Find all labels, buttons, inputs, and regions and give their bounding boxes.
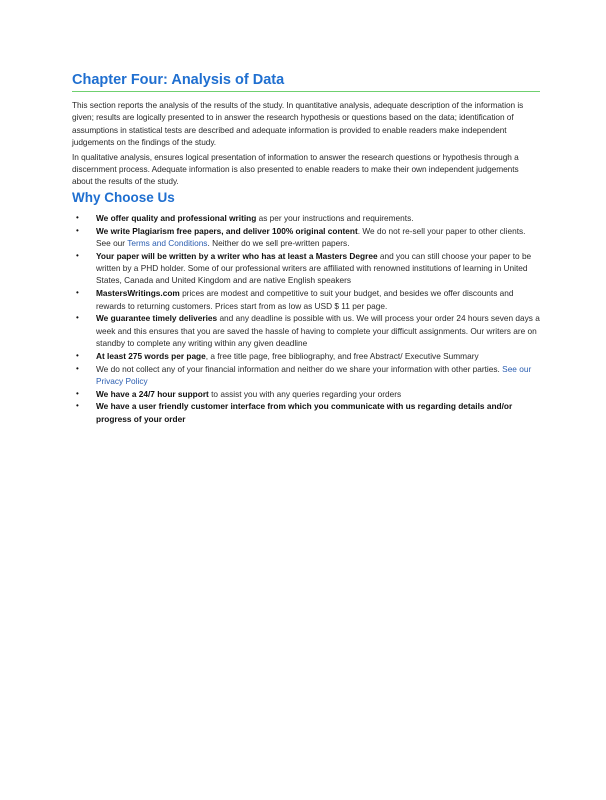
terms-and-conditions-link[interactable]: Terms and Conditions <box>127 237 208 248</box>
why-choose-us-title: Why Choose Us <box>72 189 175 205</box>
reason-text: and you can still choose your paper to be written by a PHD holder. Some of our professional writers are affiliated with renowned institutions of learning in United States, Canada and United Kingdom and are native English speakers <box>96 250 532 286</box>
reason-text-after: . Neither do we sell pre-written papers. <box>207 237 350 248</box>
reason-text: . We do not re-sell your paper to other clients. See our <box>96 225 526 248</box>
privacy-policy-link[interactable]: See our Privacy Policy <box>96 363 532 386</box>
reason-bold: Your paper will be written by a writer who has at least a Masters Degree <box>96 250 378 261</box>
quantitative-paragraph: This section reports the analysis of the results of the study. In quantitative analysis, adequate description of the information is given; results are logically presented to in answer the research hypothesis or questions based on the data; identification of assumptions in statistical tests are described and adequate information is provided to enable readers make independent judgements on the findings of the study. <box>72 100 524 148</box>
bullet-icon: • <box>76 288 79 298</box>
heading-underline <box>72 91 540 92</box>
reason-bold: We guarantee timely deliveries <box>96 313 218 324</box>
list-item-interface <box>72 400 540 425</box>
list-item-quality <box>72 212 540 224</box>
qualitative-paragraph: In qualitative analysis, ensures logical presentation of information to answer the research questions or hypothesis through a discernment process. Adequate information is also presented to enable readers to make their own independent judgements about the results of the study. <box>72 151 519 187</box>
reason-bold: We have a user friendly customer interface from which you communicate with us regarding details and/or progress of your order <box>96 401 513 424</box>
list-item-plagiarism <box>72 225 540 250</box>
chapter-title: Chapter Four: Analysis of Data <box>72 72 285 88</box>
reason-bold: At least 275 words per page <box>96 350 206 361</box>
bullet-icon: • <box>76 313 79 323</box>
list-item-masters-degree <box>72 250 540 287</box>
bullet-icon: • <box>76 388 79 398</box>
reason-text: We do not collect any of your financial information and neither do we share your information with other parties. <box>96 363 503 374</box>
reason-text: , a free title page, free bibliography, and free Abstract/ Executive Summary <box>205 350 479 361</box>
reason-bold: MastersWritings.com <box>96 288 180 299</box>
list-item-words-per-page <box>72 350 540 362</box>
bullet-icon: • <box>76 401 79 411</box>
bullet-icon: • <box>76 250 79 260</box>
list-item-timely-delivery <box>72 312 540 349</box>
list-item-pricing <box>72 287 540 312</box>
reason-bold: We write Plagiarism free papers, and deliver 100% original content <box>96 225 358 236</box>
list-item-privacy <box>72 363 540 388</box>
bullet-icon: • <box>76 225 79 235</box>
bullet-icon: • <box>76 363 79 373</box>
reason-bold: We have a 24/7 hour support <box>96 388 209 399</box>
document-page <box>72 72 540 425</box>
reasons-list <box>72 212 540 425</box>
reason-bold: We offer quality and professional writing <box>96 212 257 223</box>
reason-text: as per your instructions and requirements. <box>256 212 414 223</box>
list-item-support <box>72 388 540 400</box>
bullet-icon: • <box>76 212 79 222</box>
reason-text: prices are modest and competitive to suit your budget, and besides we offer discounts and rewards to returning customers. Prices start from as low as USD $ 11 per page. <box>96 288 514 311</box>
bullet-icon: • <box>76 350 79 360</box>
reason-text: to assist you with any queries regarding your orders <box>208 388 402 399</box>
reason-text: and any deadline is possible with us. We will process your order 24 hours seven days a week and this ensures that you are saved the hassle of having to complete your difficult assignments. Our writers are on standby to complete any writing within any given deadline <box>96 313 540 349</box>
